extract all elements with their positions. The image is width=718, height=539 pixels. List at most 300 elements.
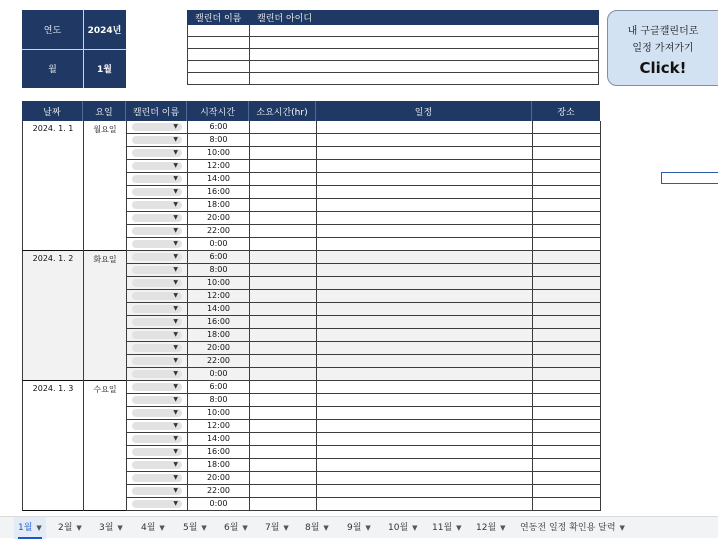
calendar-select-cell[interactable] <box>127 147 188 160</box>
header-calendar-name: 캘린더 이름 <box>126 101 187 121</box>
import-button-click: Click! <box>639 59 687 77</box>
location-cell[interactable] <box>533 381 601 394</box>
calendar-dropdown-chip[interactable] <box>132 292 182 300</box>
dropdown-arrow-icon: ▼ <box>173 344 178 351</box>
schedule-row <box>23 433 601 446</box>
duration-cell[interactable] <box>250 199 317 212</box>
dropdown-arrow-icon: ▼ <box>173 370 178 377</box>
tab-caret-icon[interactable]: ▼ <box>201 524 207 532</box>
schedule-row <box>23 264 601 277</box>
location-cell[interactable] <box>533 238 601 251</box>
start-time-cell[interactable]: 16:00 <box>188 316 250 329</box>
schedule-row <box>23 251 601 264</box>
dropdown-arrow-icon: ▼ <box>173 461 178 468</box>
schedule-row <box>23 342 601 355</box>
sheet-tab[interactable] <box>301 517 333 539</box>
calendar-name-cell[interactable] <box>188 61 250 73</box>
location-cell[interactable] <box>533 225 601 238</box>
import-button-line2: 일정 가져가기 <box>632 43 694 54</box>
event-cell[interactable] <box>317 303 533 316</box>
calendar-dropdown-chip[interactable] <box>132 162 182 170</box>
duration-cell[interactable] <box>250 446 317 459</box>
location-cell[interactable] <box>533 251 601 264</box>
weekday-cell[interactable]: 월요일 <box>84 121 127 251</box>
location-cell[interactable] <box>533 472 601 485</box>
dropdown-arrow-icon: ▼ <box>173 357 178 364</box>
calendar-select-cell[interactable] <box>127 290 188 303</box>
duration-cell[interactable] <box>250 264 317 277</box>
start-time-cell[interactable]: 6:00 <box>188 121 250 134</box>
schedule-row <box>23 147 601 160</box>
location-cell[interactable] <box>533 329 601 342</box>
start-time-cell[interactable]: 14:00 <box>188 433 250 446</box>
duration-cell[interactable] <box>250 277 317 290</box>
calendar-table-row <box>188 73 599 85</box>
schedule-row <box>23 407 601 420</box>
header-location: 장소 <box>532 101 600 121</box>
schedule-row <box>23 485 601 498</box>
event-cell[interactable] <box>317 251 533 264</box>
start-time-cell[interactable]: 18:00 <box>188 459 250 472</box>
sheet-tab[interactable] <box>516 517 629 539</box>
schedule-row <box>23 498 601 511</box>
event-cell[interactable] <box>317 212 533 225</box>
start-time-cell[interactable]: 8:00 <box>188 264 250 277</box>
duration-cell[interactable] <box>250 459 317 472</box>
start-time-cell[interactable]: 10:00 <box>188 277 250 290</box>
start-time-cell[interactable]: 20:00 <box>188 472 250 485</box>
calendar-select-cell[interactable] <box>127 277 188 290</box>
event-cell[interactable] <box>317 446 533 459</box>
duration-cell[interactable] <box>250 342 317 355</box>
start-time-cell[interactable]: 0:00 <box>188 368 250 381</box>
event-cell[interactable] <box>317 329 533 342</box>
location-cell[interactable] <box>533 121 601 134</box>
sheet-tab-label: 12월 <box>476 523 497 533</box>
start-time-cell[interactable]: 0:00 <box>188 238 250 251</box>
dropdown-arrow-icon: ▼ <box>173 422 178 429</box>
location-cell[interactable] <box>533 173 601 186</box>
tab-caret-icon[interactable]: ▼ <box>36 524 42 532</box>
sheet-tab[interactable] <box>54 517 86 539</box>
calendar-id-cell[interactable] <box>250 49 599 61</box>
schedule-row <box>23 368 601 381</box>
calendar-name-cell[interactable] <box>188 37 250 49</box>
calendar-dropdown-chip[interactable] <box>132 487 182 495</box>
calendar-dropdown-chip[interactable] <box>132 422 182 430</box>
location-cell[interactable] <box>533 459 601 472</box>
calendar-select-cell[interactable] <box>127 316 188 329</box>
location-cell[interactable] <box>533 485 601 498</box>
calendar-select-cell[interactable] <box>127 394 188 407</box>
year-month-box <box>22 10 126 88</box>
calendar-id-cell[interactable] <box>250 73 599 85</box>
sheet-tab-label: 5월 <box>183 523 198 533</box>
calendar-dropdown-chip[interactable] <box>132 448 182 456</box>
duration-cell[interactable] <box>250 121 317 134</box>
month-label: 월 <box>48 65 57 75</box>
calendar-select-cell[interactable] <box>127 251 188 264</box>
location-cell[interactable] <box>533 212 601 225</box>
schedule-row <box>23 290 601 303</box>
calendar-select-cell[interactable] <box>127 186 188 199</box>
event-cell[interactable] <box>317 186 533 199</box>
sheet-tab[interactable] <box>343 517 375 539</box>
dropdown-arrow-icon: ▼ <box>173 500 178 507</box>
duration-cell[interactable] <box>250 420 317 433</box>
duration-cell[interactable] <box>250 186 317 199</box>
schedule-row <box>23 355 601 368</box>
duration-cell[interactable] <box>250 329 317 342</box>
calendar-dropdown-chip[interactable] <box>132 435 182 443</box>
location-cell[interactable] <box>533 407 601 420</box>
calendar-dropdown-chip[interactable] <box>132 331 182 339</box>
location-cell[interactable] <box>533 342 601 355</box>
calendar-select-cell[interactable] <box>127 121 188 134</box>
calendar-select-cell[interactable] <box>127 368 188 381</box>
event-cell[interactable] <box>317 147 533 160</box>
duration-cell[interactable] <box>250 355 317 368</box>
sheet-tab[interactable] <box>137 517 169 539</box>
header-duration: 소요시간(hr) <box>249 101 316 121</box>
calendar-select-cell[interactable] <box>127 407 188 420</box>
sheet-tab[interactable] <box>472 517 510 539</box>
duration-cell[interactable] <box>250 316 317 329</box>
duration-cell[interactable] <box>250 368 317 381</box>
calendar-dropdown-chip[interactable] <box>132 357 182 365</box>
location-cell[interactable] <box>533 290 601 303</box>
sheet-tab-label: 연동전 일정 확인용 달력 <box>520 523 616 533</box>
calendar-dropdown-chip[interactable] <box>132 370 182 378</box>
sheet-tab[interactable] <box>179 517 211 539</box>
calendar-dropdown-chip[interactable] <box>132 383 182 391</box>
event-cell[interactable] <box>317 316 533 329</box>
duration-cell[interactable] <box>250 173 317 186</box>
sheet-tab-label: 8월 <box>305 523 320 533</box>
duration-cell[interactable] <box>250 498 317 511</box>
calendar-dropdown-chip[interactable] <box>132 240 182 248</box>
dropdown-arrow-icon: ▼ <box>173 201 178 208</box>
schedule-row <box>23 160 601 173</box>
sheet-tab-label: 6월 <box>224 523 239 533</box>
schedule-row <box>23 238 601 251</box>
tab-caret-icon[interactable]: ▼ <box>456 524 462 532</box>
calendar-table-row <box>188 25 599 37</box>
dropdown-arrow-icon: ▼ <box>173 266 178 273</box>
sheet-tab[interactable] <box>428 517 466 539</box>
event-cell[interactable] <box>317 238 533 251</box>
date-cell[interactable]: 2024. 1. 2 <box>23 251 84 381</box>
day-block <box>22 381 600 511</box>
dropdown-arrow-icon: ▼ <box>173 487 178 494</box>
duration-cell[interactable] <box>250 212 317 225</box>
sheet-tab-bar <box>0 516 718 538</box>
duration-cell[interactable] <box>250 225 317 238</box>
calendar-table-row <box>188 49 599 61</box>
calendar-dropdown-chip[interactable] <box>132 123 182 131</box>
sheet-tab-label: 9월 <box>347 523 362 533</box>
calendar-select-cell[interactable] <box>127 485 188 498</box>
location-cell[interactable] <box>533 498 601 511</box>
sheet-tab-label: 4월 <box>141 523 156 533</box>
event-cell[interactable] <box>317 160 533 173</box>
location-cell[interactable] <box>533 433 601 446</box>
calendar-select-cell[interactable] <box>127 134 188 147</box>
date-cell[interactable]: 2024. 1. 1 <box>23 121 84 251</box>
calendar-table-row <box>188 37 599 49</box>
schedule-row <box>23 134 601 147</box>
calendar-select-cell[interactable] <box>127 225 188 238</box>
calendar-select-cell[interactable] <box>127 420 188 433</box>
location-cell[interactable] <box>533 160 601 173</box>
sheet-tab-label: 1월 <box>18 523 33 533</box>
calendar-select-cell[interactable] <box>127 264 188 277</box>
start-time-cell[interactable]: 14:00 <box>188 303 250 316</box>
calendar-dropdown-chip[interactable] <box>132 175 182 183</box>
dropdown-arrow-icon: ▼ <box>173 227 178 234</box>
calendar-select-cell[interactable] <box>127 355 188 368</box>
duration-cell[interactable] <box>250 407 317 420</box>
calendar-name-cell[interactable] <box>188 73 250 85</box>
start-time-cell[interactable]: 10:00 <box>188 407 250 420</box>
duration-cell[interactable] <box>250 147 317 160</box>
event-cell[interactable] <box>317 459 533 472</box>
tab-caret-icon[interactable]: ▼ <box>242 524 248 532</box>
sheet-tab[interactable] <box>220 517 252 539</box>
start-time-cell[interactable]: 14:00 <box>188 173 250 186</box>
calendar-select-cell[interactable] <box>127 173 188 186</box>
tab-caret-icon[interactable]: ▼ <box>283 524 289 532</box>
start-time-cell[interactable]: 8:00 <box>188 134 250 147</box>
tab-caret-icon[interactable]: ▼ <box>159 524 165 532</box>
location-cell[interactable] <box>533 316 601 329</box>
calendar-dropdown-chip[interactable] <box>132 305 182 313</box>
location-cell[interactable] <box>533 303 601 316</box>
calendar-dropdown-chip[interactable] <box>132 500 182 508</box>
event-cell[interactable] <box>317 277 533 290</box>
location-cell[interactable] <box>533 147 601 160</box>
location-cell[interactable] <box>533 134 601 147</box>
tab-caret-icon[interactable]: ▼ <box>323 524 329 532</box>
sheet-tab[interactable] <box>261 517 293 539</box>
event-cell[interactable] <box>317 121 533 134</box>
calendar-select-cell[interactable] <box>127 498 188 511</box>
year-value[interactable]: 2024년 <box>87 26 122 36</box>
calendar-id-table <box>187 10 599 85</box>
import-to-google-calendar-button[interactable] <box>607 10 718 86</box>
start-time-cell[interactable]: 6:00 <box>188 381 250 394</box>
event-cell[interactable] <box>317 407 533 420</box>
selected-cell-outline[interactable] <box>661 172 718 184</box>
calendar-id-cell[interactable] <box>250 37 599 49</box>
dropdown-arrow-icon: ▼ <box>173 383 178 390</box>
schedule-row <box>23 199 601 212</box>
location-cell[interactable] <box>533 368 601 381</box>
calendar-name-cell[interactable] <box>188 25 250 37</box>
duration-cell[interactable] <box>250 472 317 485</box>
import-button-line1: 내 구글캘린더로 <box>627 26 699 37</box>
header-start-time: 시작시간 <box>187 101 249 121</box>
start-time-cell[interactable]: 6:00 <box>188 251 250 264</box>
info-divider-v <box>83 10 84 88</box>
tab-caret-icon[interactable]: ▼ <box>76 524 82 532</box>
start-time-cell[interactable]: 12:00 <box>188 160 250 173</box>
start-time-cell[interactable]: 12:00 <box>188 290 250 303</box>
dropdown-arrow-icon: ▼ <box>173 305 178 312</box>
start-time-cell[interactable]: 20:00 <box>188 342 250 355</box>
dropdown-arrow-icon: ▼ <box>173 435 178 442</box>
start-time-cell[interactable]: 10:00 <box>188 147 250 160</box>
tab-caret-icon[interactable]: ▼ <box>500 524 506 532</box>
event-cell[interactable] <box>317 264 533 277</box>
start-time-cell[interactable]: 22:00 <box>188 355 250 368</box>
start-time-cell[interactable]: 20:00 <box>188 212 250 225</box>
sheet-tab-label: 10월 <box>388 523 409 533</box>
event-cell[interactable] <box>317 225 533 238</box>
tab-caret-icon[interactable]: ▼ <box>619 524 625 532</box>
info-divider-h <box>22 49 126 50</box>
day-block <box>22 251 600 381</box>
sheet-tab[interactable] <box>384 517 422 539</box>
calendar-id-cell[interactable] <box>250 25 599 37</box>
calendar-select-cell[interactable] <box>127 212 188 225</box>
schedule-row <box>23 173 601 186</box>
calendar-name-cell[interactable] <box>188 49 250 61</box>
calendar-dropdown-chip[interactable] <box>132 344 182 352</box>
calendar-dropdown-chip[interactable] <box>132 253 182 261</box>
location-cell[interactable] <box>533 420 601 433</box>
calendar-select-cell[interactable] <box>127 446 188 459</box>
duration-cell[interactable] <box>250 238 317 251</box>
calendar-select-cell[interactable] <box>127 238 188 251</box>
location-cell[interactable] <box>533 186 601 199</box>
schedule-row <box>23 329 601 342</box>
tab-caret-icon[interactable]: ▼ <box>412 524 418 532</box>
start-time-cell[interactable]: 8:00 <box>188 394 250 407</box>
duration-cell[interactable] <box>250 160 317 173</box>
event-cell[interactable] <box>317 290 533 303</box>
event-cell[interactable] <box>317 485 533 498</box>
start-time-cell[interactable]: 18:00 <box>188 329 250 342</box>
event-cell[interactable] <box>317 173 533 186</box>
calendar-select-cell[interactable] <box>127 459 188 472</box>
tab-caret-icon[interactable]: ▼ <box>365 524 371 532</box>
duration-cell[interactable] <box>250 433 317 446</box>
calendar-dropdown-chip[interactable] <box>132 201 182 209</box>
month-value[interactable]: 1월 <box>97 65 112 75</box>
calendar-dropdown-chip[interactable] <box>132 474 182 482</box>
calendar-dropdown-chip[interactable] <box>132 461 182 469</box>
start-time-cell[interactable]: 18:00 <box>188 199 250 212</box>
weekday-cell[interactable]: 수요일 <box>84 381 127 511</box>
start-time-cell[interactable]: 22:00 <box>188 225 250 238</box>
event-cell[interactable] <box>317 472 533 485</box>
calendar-select-cell[interactable] <box>127 342 188 355</box>
schedule-row <box>23 303 601 316</box>
calendar-dropdown-chip[interactable] <box>132 136 182 144</box>
duration-cell[interactable] <box>250 303 317 316</box>
calendar-dropdown-chip[interactable] <box>132 149 182 157</box>
calendar-select-cell[interactable] <box>127 472 188 485</box>
event-cell[interactable] <box>317 368 533 381</box>
duration-cell[interactable] <box>250 290 317 303</box>
event-cell[interactable] <box>317 134 533 147</box>
schedule-row <box>23 394 601 407</box>
start-time-cell[interactable]: 16:00 <box>188 446 250 459</box>
event-cell[interactable] <box>317 420 533 433</box>
dropdown-arrow-icon: ▼ <box>173 175 178 182</box>
schedule-row <box>23 420 601 433</box>
location-cell[interactable] <box>533 277 601 290</box>
dropdown-arrow-icon: ▼ <box>173 123 178 130</box>
calendar-select-cell[interactable] <box>127 381 188 394</box>
event-cell[interactable] <box>317 342 533 355</box>
dropdown-arrow-icon: ▼ <box>173 162 178 169</box>
dropdown-arrow-icon: ▼ <box>173 214 178 221</box>
duration-cell[interactable] <box>250 251 317 264</box>
dropdown-arrow-icon: ▼ <box>173 136 178 143</box>
location-cell[interactable] <box>533 199 601 212</box>
calendar-id-cell[interactable] <box>250 61 599 73</box>
event-cell[interactable] <box>317 433 533 446</box>
duration-cell[interactable] <box>250 381 317 394</box>
calendar-select-cell[interactable] <box>127 433 188 446</box>
header-event: 일정 <box>316 101 532 121</box>
schedule-row <box>23 212 601 225</box>
event-cell[interactable] <box>317 394 533 407</box>
schedule-row <box>23 277 601 290</box>
location-cell[interactable] <box>533 394 601 407</box>
start-time-cell[interactable]: 0:00 <box>188 498 250 511</box>
calendar-select-cell[interactable] <box>127 160 188 173</box>
calendar-select-cell[interactable] <box>127 199 188 212</box>
calendar-dropdown-chip[interactable] <box>132 318 182 326</box>
day-block <box>22 121 600 251</box>
calendar-dropdown-chip[interactable] <box>132 396 182 404</box>
calendar-dropdown-chip[interactable] <box>132 409 182 417</box>
calendar-dropdown-chip[interactable] <box>132 279 182 287</box>
start-time-cell[interactable]: 16:00 <box>188 186 250 199</box>
calendar-select-cell[interactable] <box>127 303 188 316</box>
location-cell[interactable] <box>533 446 601 459</box>
start-time-cell[interactable]: 12:00 <box>188 420 250 433</box>
calendar-dropdown-chip[interactable] <box>132 227 182 235</box>
sheet-tab[interactable] <box>95 517 127 539</box>
event-cell[interactable] <box>317 355 533 368</box>
duration-cell[interactable] <box>250 394 317 407</box>
start-time-cell[interactable]: 22:00 <box>188 485 250 498</box>
dropdown-arrow-icon: ▼ <box>173 149 178 156</box>
dropdown-arrow-icon: ▼ <box>173 409 178 416</box>
duration-cell[interactable] <box>250 134 317 147</box>
tab-caret-icon[interactable]: ▼ <box>117 524 123 532</box>
calendar-dropdown-chip[interactable] <box>132 188 182 196</box>
duration-cell[interactable] <box>250 485 317 498</box>
schedule-row <box>23 225 601 238</box>
sheet-tab[interactable] <box>14 517 46 539</box>
location-cell[interactable] <box>533 264 601 277</box>
event-cell[interactable] <box>317 498 533 511</box>
calendar-select-cell[interactable] <box>127 329 188 342</box>
calendar-dropdown-chip[interactable] <box>132 214 182 222</box>
weekday-cell[interactable]: 화요일 <box>84 251 127 381</box>
date-cell[interactable]: 2024. 1. 3 <box>23 381 84 511</box>
schedule-row <box>23 446 601 459</box>
location-cell[interactable] <box>533 355 601 368</box>
event-cell[interactable] <box>317 199 533 212</box>
event-cell[interactable] <box>317 381 533 394</box>
calendar-dropdown-chip[interactable] <box>132 266 182 274</box>
